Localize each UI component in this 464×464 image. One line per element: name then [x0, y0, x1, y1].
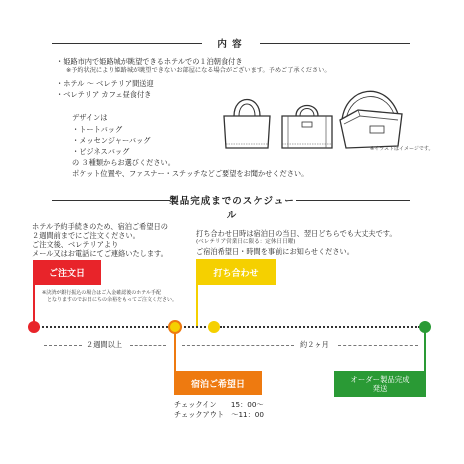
order-date-box [33, 260, 101, 285]
meeting-date-dot [208, 321, 220, 333]
timeline-segment-1 [38, 326, 172, 328]
title-rule-left [52, 43, 202, 44]
span-2-rule-left [182, 345, 294, 346]
meeting-info-line-3: ご宿泊希望日・時間を事前にお知らせください。 [196, 247, 354, 256]
completion-date-dot [419, 321, 431, 333]
meeting-info-line-1: 打ち合わせ日時は宿泊日の当日、翌日どちらでも大丈夫です。 [196, 229, 397, 238]
contents-title: 内 容 [217, 39, 243, 50]
order-note-line-2: となりますのでお日にちの余裕をもってご注文ください。 [42, 297, 178, 303]
stay-date-label: 宿泊ご希望日 [190, 379, 245, 390]
span-1-label: ２週間以上 [86, 340, 122, 349]
schedule-intro-line-2: ２週間前までにご注文ください。 [32, 231, 140, 240]
design-choose: の ３種類からお選びください。 [72, 158, 175, 167]
timeline-segment-2 [180, 326, 210, 328]
schedule-intro-line-4: メール又はお電話にてご連絡いたします。 [32, 249, 168, 258]
stay-connector [174, 327, 176, 375]
schedule-intro-line-1: ホテル予約手続きのため、宿泊ご希望日の [32, 222, 168, 231]
checkin-time: チェックイン 15：00〜 [174, 400, 264, 409]
span-2-label: 約２ヶ月 [300, 340, 329, 349]
span-1-rule-left [44, 345, 82, 346]
schedule-rule-left [52, 200, 170, 201]
order-date-label: ご注文日 [48, 269, 85, 279]
illustration-note: ※イラストはイメージです。 [370, 146, 434, 152]
schedule-rule-right [296, 200, 410, 201]
order-date-dot [28, 321, 40, 333]
order-note-line-1: ※決済が銀行振込の場合はご入金確認後のホテル手配 [42, 290, 161, 296]
business-bag-illustration [278, 90, 336, 154]
tote-bag-illustration [218, 88, 276, 152]
design-item-business: ・ビジネスバッグ [72, 147, 130, 156]
design-note: ポケット位置や、ファスナー・ステッチなどご要望をお聞かせください。 [72, 169, 309, 178]
timeline-segment-3 [220, 326, 420, 328]
schedule-title: 製品完成までのスケジュール [169, 196, 295, 221]
completion-connector [424, 327, 426, 373]
schedule-intro-line-3: ご注文後、ベレテリアより [32, 240, 119, 249]
meeting-info-line-2: (ベレテリア営業日に限る：定休日日曜) [196, 239, 296, 245]
order-connector [33, 260, 35, 327]
contents-bullet-3: ・ベレテリア カフェ昼食付き [56, 90, 152, 99]
meeting-label: 打ち合わせ [213, 268, 259, 279]
design-item-messenger: ・メッセンジャーバッグ [72, 136, 151, 145]
stay-date-box [174, 371, 262, 395]
title-rule-right [260, 43, 410, 44]
span-1-rule-right [130, 345, 166, 346]
completion-label-line-1: オーダー製品完成 [350, 375, 410, 384]
checkout-time: チェックアウト 〜11：00 [174, 410, 264, 419]
completion-label-line-2: 発送 [372, 384, 388, 393]
contents-bullet-1-note: ※予約状況により姫路城が眺望できないお部屋になる場合がございます。予めご了承ください。 [66, 67, 331, 74]
meeting-connector [196, 259, 198, 327]
completion-box [334, 371, 426, 397]
contents-bullet-1: ・姫路市内で姫路城が眺望できるホテルでの１泊朝食付き [56, 57, 243, 66]
stay-date-dot [168, 320, 182, 334]
messenger-bag-illustration [336, 80, 406, 152]
contents-bullet-2: ・ホテル 〜 ベレテリア間送迎 [56, 79, 154, 88]
design-heading: デザインは [72, 113, 108, 122]
span-2-rule-right [338, 345, 418, 346]
design-item-tote: ・トートバッグ [72, 125, 123, 134]
meeting-box [196, 259, 276, 285]
